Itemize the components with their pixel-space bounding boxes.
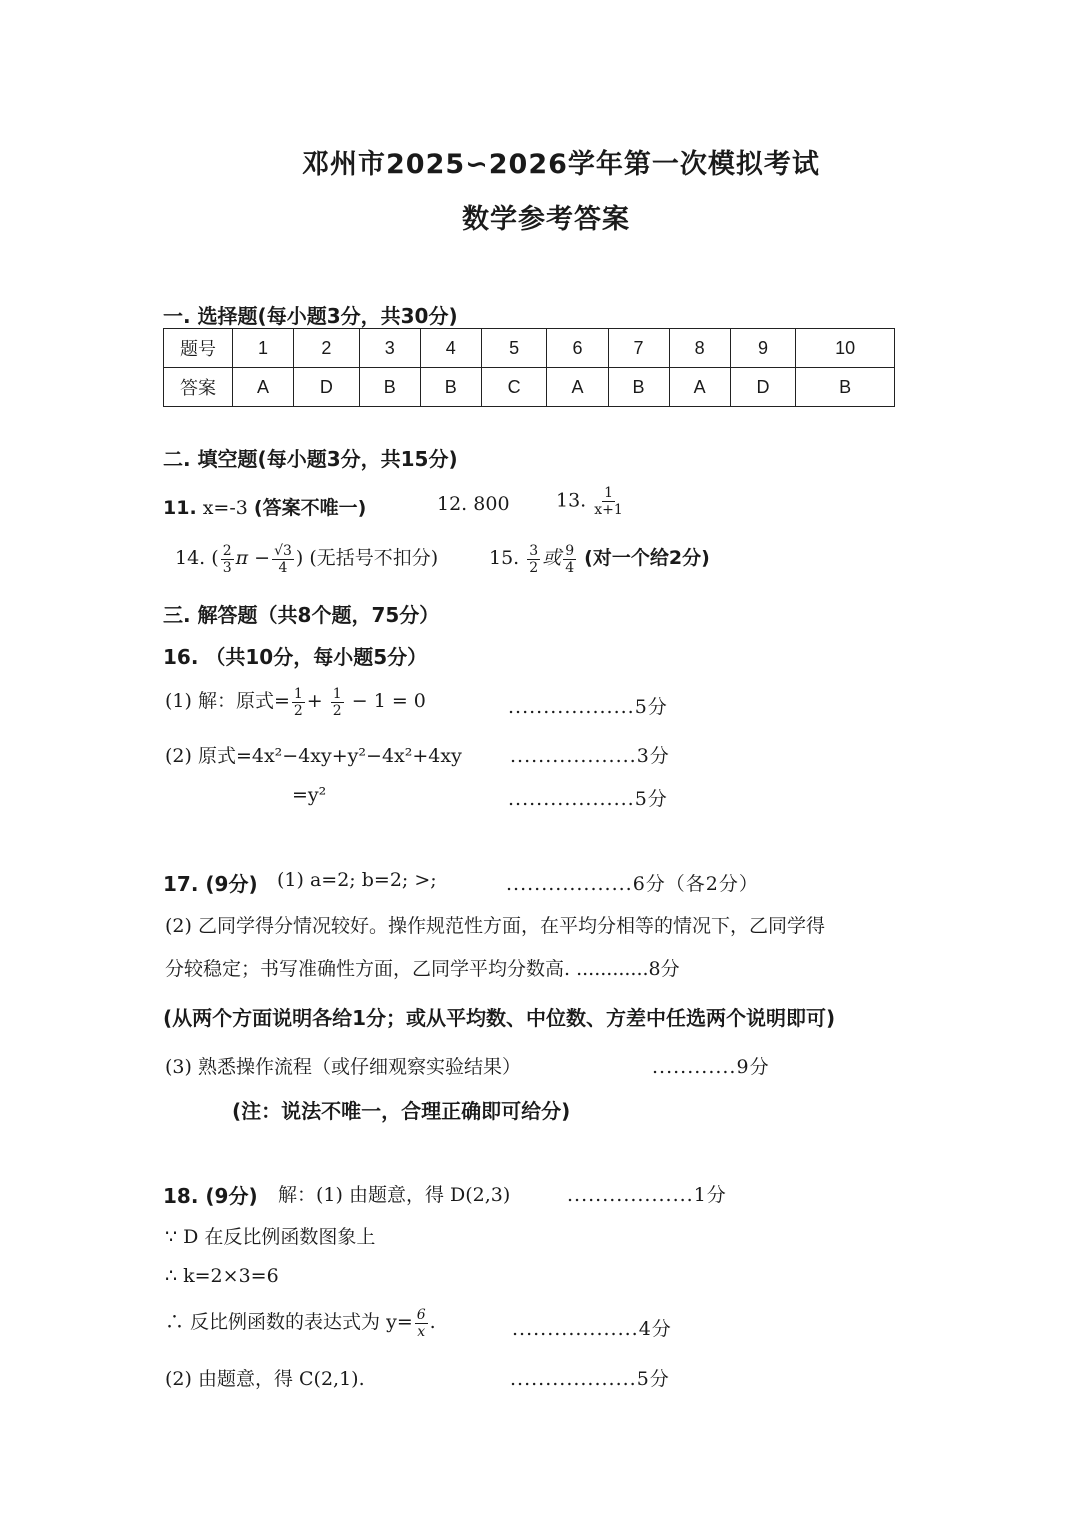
table-cell: 3 <box>359 329 420 368</box>
table-cell: A <box>547 368 608 407</box>
q11-answer: x=-3 <box>202 497 248 519</box>
fraction-denominator: x+1 <box>594 502 623 518</box>
table-cell: B <box>359 368 420 407</box>
q18-fraction <box>415 1308 428 1339</box>
q17-l1-score: ..................6分（各2分） <box>506 873 759 895</box>
q16-line-3: =y² <box>292 784 327 806</box>
fraction-denominator: 2 <box>332 702 342 719</box>
table-cell: A <box>233 368 294 407</box>
fraction-numerator: 1 <box>332 685 342 702</box>
fraction-numerator: 9 <box>565 542 575 559</box>
q17-heading: 17. (9分) <box>163 872 258 896</box>
q18-l4-score: ..................4分 <box>512 1318 672 1340</box>
fraction-denominator: 2 <box>293 702 303 719</box>
fraction-numerator: 1 <box>604 485 613 501</box>
q15-number: 15. <box>489 547 520 569</box>
table-cell: D <box>294 368 360 407</box>
section-heading-choice: 一. 选择题(每小题3分，共30分) <box>163 304 458 328</box>
q17-note-1: (从两个方面说明各给1分；或从平均数、中位数、方差中任选两个说明即可) <box>163 1006 836 1030</box>
fraction-numerator: √3 <box>274 542 292 559</box>
q14-note: (无括号不扣分) <box>309 547 439 569</box>
q12-answer: 800 <box>473 493 510 515</box>
q17-line-2: (2) 乙同学得分情况较好。操作规范性方面，在平均分相等的情况下，乙同学得 <box>165 915 825 937</box>
fraction-denominator: 4 <box>565 559 575 576</box>
q18-l5-score: ..................5分 <box>510 1368 670 1390</box>
q18-line-2: ∵ D 在反比例函数图象上 <box>165 1226 376 1248</box>
table-cell: 9 <box>730 329 796 368</box>
page-subtitle: 数学参考答案 <box>462 204 630 235</box>
q18-line-5: (2) 由题意，得 C(2,1). <box>165 1368 365 1390</box>
row-label-answer: 答案 <box>164 368 233 407</box>
q16-l1-suffix: − 1 = 0 <box>351 690 426 712</box>
q17-line-4: (3) 熟悉操作流程（或仔细观察实验结果） <box>165 1056 521 1078</box>
q16-fraction-1 <box>292 687 305 718</box>
q15-fraction-1 <box>527 544 540 575</box>
answer-11 <box>163 493 366 520</box>
q18-line-3: ∴ k=2×3=6 <box>165 1265 279 1287</box>
q11-note: (答案不唯一) <box>253 497 367 519</box>
table-cell: B <box>608 368 669 407</box>
answer-15 <box>489 543 710 575</box>
q15-note: (对一个给2分) <box>584 547 710 569</box>
table-row <box>164 368 895 407</box>
q16-heading: 16. （共10分，每小题5分） <box>163 645 428 669</box>
q15-fraction-2 <box>563 544 576 575</box>
answer-14 <box>175 543 438 575</box>
fraction-numerator: 6 <box>416 1306 426 1323</box>
q11-number: 11. <box>163 497 197 519</box>
answer-table <box>163 328 895 407</box>
page-title: 邓州市2025∽2026学年第一次模拟考试 <box>302 149 820 180</box>
q18-l1-score: ..................1分 <box>567 1184 727 1206</box>
section-heading-fill: 二. 填空题(每小题3分，共15分) <box>163 447 458 471</box>
fraction-denominator: 3 <box>222 559 232 576</box>
fraction-denominator: x <box>417 1323 426 1340</box>
section-heading-solve: 三. 解答题（共8个题，75分） <box>163 603 440 627</box>
fraction-numerator: 3 <box>529 542 539 559</box>
table-cell: D <box>730 368 796 407</box>
q16-l1-prefix: (1) 解：原式= <box>165 690 290 712</box>
paren-close: ) <box>295 547 304 569</box>
q16-l1-score: ..................5分 <box>508 696 668 718</box>
table-cell: A <box>669 368 730 407</box>
table-cell: C <box>481 368 547 407</box>
q14-fraction-2 <box>272 544 294 575</box>
fraction-numerator: 1 <box>293 685 303 702</box>
row-label-question: 题号 <box>164 329 233 368</box>
table-cell: 7 <box>608 329 669 368</box>
table-row <box>164 329 895 368</box>
q18-l4-suffix: . <box>429 1311 436 1333</box>
answer-13 <box>556 486 625 517</box>
fraction-numerator: 2 <box>222 542 232 559</box>
table-cell: B <box>796 368 895 407</box>
q17-line-3: 分较稳定；书写准确性方面，乙同学平均分数高. ............8分 <box>165 958 680 980</box>
q15-or: 或 <box>542 547 562 569</box>
q14-fraction-1 <box>221 544 234 575</box>
q17-line-1: (1) a=2; b=2; >; <box>277 869 437 891</box>
table-cell: B <box>420 368 481 407</box>
q14-pi-minus: π − <box>235 547 271 569</box>
q16-line-2: (2) 原式=4x²−4xy+y²−4x²+4xy <box>165 745 462 767</box>
q17-l4-score: ............9分 <box>652 1056 770 1078</box>
q13-number: 13. <box>556 489 587 512</box>
table-cell: 5 <box>481 329 547 368</box>
q14-number: 14. <box>175 547 206 569</box>
table-cell: 2 <box>294 329 360 368</box>
q16-line-1 <box>165 686 426 718</box>
table-cell: 10 <box>796 329 895 368</box>
q17-note-2: (注：说法不唯一，合理正确即可给分) <box>232 1099 571 1123</box>
q16-l1-plus: + <box>306 690 323 712</box>
table-cell: 8 <box>669 329 730 368</box>
q16-l3-score: ..................5分 <box>508 788 668 810</box>
table-cell: 1 <box>233 329 294 368</box>
answer-12 <box>437 493 510 515</box>
fraction-denominator: 4 <box>278 559 288 576</box>
q12-number: 12. <box>437 493 468 515</box>
table-cell: 6 <box>547 329 608 368</box>
q16-fraction-2 <box>331 687 344 718</box>
q16-l2-score: ..................3分 <box>510 745 670 767</box>
q18-heading: 18. (9分) <box>163 1184 258 1208</box>
fraction-denominator: 2 <box>529 559 539 576</box>
q18-l4-prefix: ∴ 反比例函数的表达式为 y= <box>165 1311 413 1333</box>
q18-line-1: 解：(1) 由题意，得 D(2,3) <box>278 1184 511 1206</box>
q13-fraction <box>594 486 623 517</box>
q18-line-4 <box>165 1307 436 1339</box>
paren-open: ( <box>211 547 219 569</box>
table-cell: 4 <box>420 329 481 368</box>
